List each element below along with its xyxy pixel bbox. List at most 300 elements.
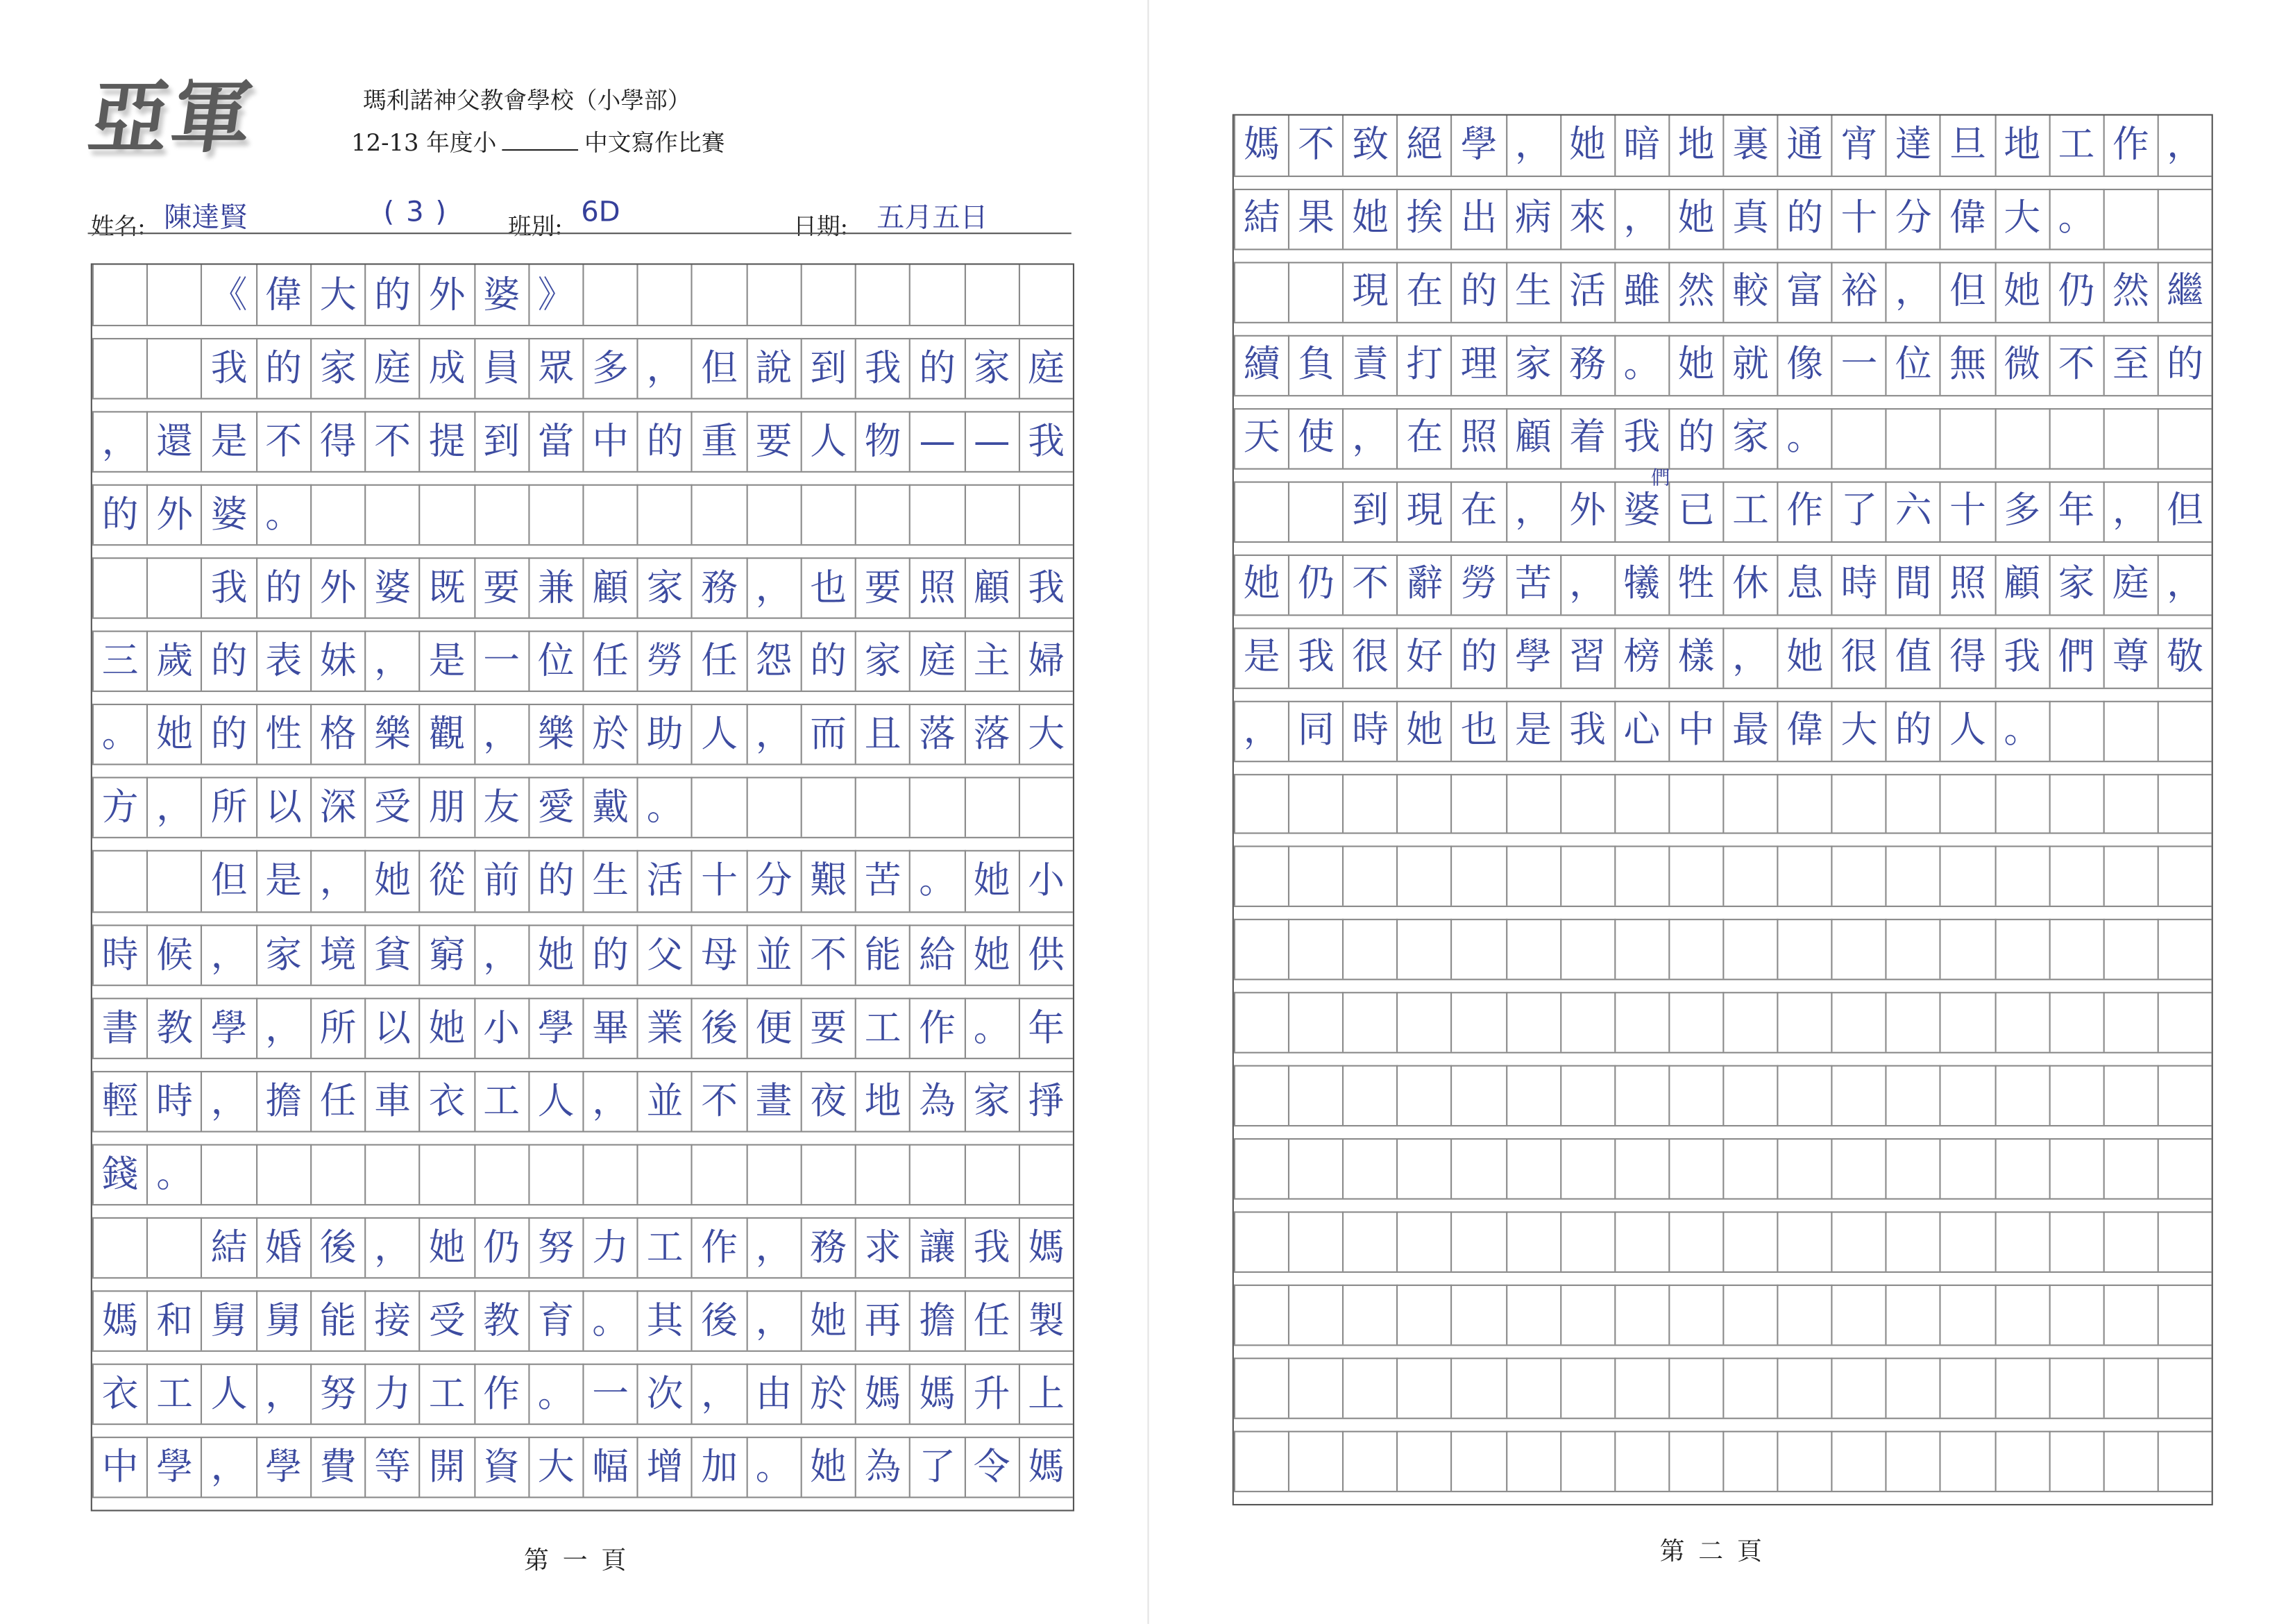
grid-cell: 任 <box>582 631 636 691</box>
grid-cell: 絕 <box>1397 116 1451 176</box>
grid-cell: 物 <box>855 412 909 472</box>
grid-cell: 學 <box>255 1437 310 1497</box>
grid-cell: 挨 <box>1397 189 1451 248</box>
grid-cell <box>2049 846 2103 906</box>
grid-cell <box>1940 1285 1994 1344</box>
grid-line <box>1234 614 2212 616</box>
grid-cell: 是 <box>201 412 255 472</box>
grid-row <box>1234 1139 2212 1212</box>
grid-cell <box>2157 1431 2211 1491</box>
grid-cell <box>2049 1285 2103 1344</box>
grid-cell: 深 <box>310 777 364 838</box>
grid-cell: 家 <box>855 631 909 691</box>
grid-row <box>92 558 1073 631</box>
grid-cell: 務 <box>691 558 745 618</box>
grid-cell <box>1505 1139 1559 1199</box>
grid-line <box>92 984 1073 986</box>
grid-cell: 開 <box>419 1437 473 1497</box>
grid-cell <box>1559 846 1614 906</box>
grid-cell: 的 <box>364 265 418 325</box>
grid-cell <box>1831 1357 1886 1417</box>
grid-cell: 偉 <box>255 265 310 325</box>
grid-cell: 旦 <box>1940 116 1994 176</box>
grid-cell: 樣 <box>1668 627 1722 687</box>
grid-cell <box>1995 1285 2049 1344</box>
grid-line <box>1234 1344 2212 1346</box>
grid-cell: ， <box>2157 116 2211 176</box>
grid-cell: 成 <box>419 338 473 398</box>
grid-cell: 。 <box>255 484 310 545</box>
grid-cell: 結 <box>1234 189 1288 248</box>
grid-cell: 無 <box>1940 335 1994 394</box>
grid-cell: 到 <box>473 412 527 472</box>
grid-cell <box>637 484 691 545</box>
grid-cell <box>1995 1212 2049 1271</box>
grid-cell: 現 <box>1342 262 1396 321</box>
grid-cell: 婆 <box>473 265 527 325</box>
grid-cell: 務 <box>1559 335 1614 394</box>
grid-cell: 但 <box>2157 481 2211 541</box>
grid-cell: 偉 <box>1777 700 1831 760</box>
grid-cell: 就 <box>1722 335 1777 394</box>
grid-cell <box>1722 1212 1777 1271</box>
grid-cell <box>1234 1431 1288 1491</box>
grid-cell <box>1451 920 1505 979</box>
grid-cell <box>2157 1212 2211 1271</box>
grid-row <box>1234 1431 2212 1504</box>
grid-cell <box>2049 408 2103 468</box>
grid-cell <box>800 1144 854 1204</box>
grid-cell: 十 <box>691 851 745 911</box>
grid-cell: 仍 <box>473 1217 527 1277</box>
grid-cell: 受 <box>419 1290 473 1351</box>
grid-cell: 從 <box>419 851 473 911</box>
grid-cell <box>473 484 527 545</box>
grid-cell: 的 <box>1451 627 1505 687</box>
grid-cell: 不 <box>800 924 854 984</box>
grid-cell <box>2049 920 2103 979</box>
grid-cell <box>1831 846 1886 906</box>
grid-cell: 作 <box>473 1363 527 1423</box>
grid-cell: 值 <box>1886 627 1940 687</box>
date-value: 五月五日 <box>876 201 988 235</box>
grid-cell <box>1995 773 2049 833</box>
grid-cell: 的 <box>909 338 963 398</box>
grid-cell <box>1288 1065 1342 1125</box>
grid-cell: 在 <box>1397 262 1451 321</box>
grid-cell <box>964 484 1018 545</box>
grid-cell: ， <box>310 851 364 911</box>
grid-row <box>1234 554 2212 627</box>
grid-cell <box>1614 773 1668 833</box>
grid-cell: 所 <box>201 777 255 838</box>
grid-cell <box>746 777 800 838</box>
grid-cell: 並 <box>637 1070 691 1131</box>
grid-cell: 的 <box>528 851 582 911</box>
grid-cell <box>1722 1285 1777 1344</box>
grid-cell <box>528 1144 582 1204</box>
grid-cell: 裏 <box>1722 116 1777 176</box>
grid-cell <box>255 1144 310 1204</box>
grid-cell <box>1505 1357 1559 1417</box>
grid-cell <box>1777 1285 1831 1344</box>
grid-cell: 妹 <box>310 631 364 691</box>
grid-line <box>1234 1491 2212 1492</box>
grid-cell <box>1451 1212 1505 1271</box>
grid-cell <box>1397 1285 1451 1344</box>
grid-cell: 受 <box>364 777 418 838</box>
grid-cell <box>1397 773 1451 833</box>
grid-cell <box>691 1144 745 1204</box>
grid-cell: 到 <box>800 338 854 398</box>
grid-cell <box>637 1144 691 1204</box>
grid-cell: 以 <box>255 777 310 838</box>
grid-cell: ， <box>746 558 800 618</box>
grid-cell: 微 <box>1995 335 2049 394</box>
grid-cell: 升 <box>964 1363 1018 1423</box>
grid-line <box>1234 687 2212 688</box>
grid-cell <box>310 484 364 545</box>
grid-cell: ， <box>1505 116 1559 176</box>
grid-cell: 輕 <box>92 1070 146 1131</box>
grid-cell <box>1940 408 1994 468</box>
grid-cell <box>746 1144 800 1204</box>
grid-cell: 《 <box>201 265 255 325</box>
grid-cell: 家 <box>964 338 1018 398</box>
grid-line <box>92 618 1073 619</box>
grid-cell: 活 <box>637 851 691 911</box>
grid-cell: 教 <box>473 1290 527 1351</box>
grid-cell: 外 <box>1559 481 1614 541</box>
header-rule <box>88 232 1072 234</box>
grid-cell <box>1995 1431 2049 1491</box>
grid-cell <box>1777 1212 1831 1271</box>
grid-cell <box>1886 846 1940 906</box>
grid-cell: 。 <box>964 997 1018 1058</box>
grid-cell: 的 <box>800 631 854 691</box>
grid-cell: 上 <box>1018 1363 1072 1423</box>
grid-cell: 像 <box>1777 335 1831 394</box>
grid-cell: 候 <box>146 924 201 984</box>
grid-cell: ， <box>2103 481 2157 541</box>
grid-cell: 她 <box>528 924 582 984</box>
grid-row <box>92 484 1073 557</box>
grid-cell: 學 <box>201 997 255 1058</box>
grid-line <box>92 911 1073 912</box>
grid-cell: 一 <box>473 631 527 691</box>
grid-cell <box>1614 1065 1668 1125</box>
grid-cell <box>1668 846 1722 906</box>
grid-cell: 時 <box>1831 554 1886 614</box>
grid-cell: 地 <box>855 1070 909 1131</box>
grid-cell <box>1722 1431 1777 1491</box>
grid-cell <box>1886 1357 1940 1417</box>
grid-cell <box>1831 920 1886 979</box>
grid-cell <box>419 1144 473 1204</box>
grid-cell <box>582 484 636 545</box>
grid-row <box>92 997 1073 1070</box>
grid-cell <box>1397 1357 1451 1417</box>
grid-cell: ， <box>92 412 146 472</box>
grid-cell <box>1668 1285 1722 1344</box>
grid-cell <box>746 265 800 325</box>
grid-cell: 出 <box>1451 189 1505 248</box>
grid-cell: 分 <box>746 851 800 911</box>
grid-cell: 我 <box>1995 627 2049 687</box>
grid-cell: ， <box>1722 627 1777 687</box>
page2-number: 第 二 頁 <box>1659 1537 1765 1567</box>
grid-line <box>92 1496 1073 1498</box>
grid-cell: 我 <box>1018 412 1072 472</box>
grid-cell: 。 <box>582 1290 636 1351</box>
grid-cell: 顧 <box>1505 408 1559 468</box>
grid-cell <box>1234 1285 1288 1344</box>
grid-cell <box>2103 1065 2157 1125</box>
grid-cell: 樂 <box>364 704 418 765</box>
grid-cell: 她 <box>1342 189 1396 248</box>
grid-cell <box>1668 920 1722 979</box>
grid-cell <box>1831 1431 1886 1491</box>
grid-row <box>1234 1212 2212 1285</box>
grid-line <box>1234 1199 2212 1200</box>
grid-cell: 一 <box>582 1363 636 1423</box>
grid-cell: 。 <box>746 1437 800 1497</box>
grid-cell: ， <box>473 704 527 765</box>
grid-cell <box>1995 1357 2049 1417</box>
grid-cell: 不 <box>1342 554 1396 614</box>
grid-cell: 學 <box>528 997 582 1058</box>
grid-cell: 我 <box>1018 558 1072 618</box>
grid-cell <box>1234 992 1288 1052</box>
grid-cell <box>1342 1139 1396 1199</box>
grid-cell <box>1995 408 2049 468</box>
grid-cell <box>1722 920 1777 979</box>
grid-cell: 通 <box>1777 116 1831 176</box>
grid-cell <box>964 1144 1018 1204</box>
grid-cell <box>1940 1431 1994 1491</box>
grid-line <box>1234 395 2212 396</box>
grid-cell <box>1777 773 1831 833</box>
grid-cell: 便 <box>746 997 800 1058</box>
grid-cell: 不 <box>691 1070 745 1131</box>
grid-cell: 力 <box>364 1363 418 1423</box>
grid-cell <box>1505 1212 1559 1271</box>
grid-cell <box>2157 700 2211 760</box>
grid-cell: 她 <box>419 997 473 1058</box>
grid-cell <box>1288 773 1342 833</box>
grid-cell: 婆 <box>201 484 255 545</box>
grid-row <box>92 851 1073 924</box>
grid-cell <box>1234 1139 1288 1199</box>
grid-cell: 她 <box>964 851 1018 911</box>
grid-cell: 現 <box>1397 481 1451 541</box>
grid-cell: 家 <box>964 1070 1018 1131</box>
grid-cell: 幅 <box>582 1437 636 1497</box>
grid-cell: 。 <box>1777 408 1831 468</box>
grid-cell <box>1668 1065 1722 1125</box>
grid-cell: 後 <box>691 1290 745 1351</box>
grid-cell: 任 <box>310 1070 364 1131</box>
grid-cell <box>1831 1065 1886 1125</box>
grid-line <box>92 1350 1073 1351</box>
grid-row <box>92 704 1073 777</box>
grid-cell: 所 <box>310 997 364 1058</box>
grid-cell: 貧 <box>364 924 418 984</box>
grid-cell: 照 <box>909 558 963 618</box>
grid-cell: 富 <box>1777 262 1831 321</box>
grid-cell <box>582 1144 636 1204</box>
grid-cell: — <box>909 412 963 472</box>
grid-cell: 由 <box>746 1363 800 1423</box>
grid-cell: 她 <box>364 851 418 911</box>
class-number: (3) <box>383 196 458 228</box>
grid-cell <box>2103 700 2157 760</box>
grid-cell <box>1397 1431 1451 1491</box>
grid-cell <box>1559 1357 1614 1417</box>
grid-line <box>92 691 1073 693</box>
grid-row <box>1234 481 2212 554</box>
grid-cell: 是 <box>1234 627 1288 687</box>
grid-cell: 在 <box>1397 408 1451 468</box>
grid-cell <box>419 484 473 545</box>
grid-cell <box>92 1217 146 1277</box>
grid-cell <box>92 851 146 911</box>
grid-cell <box>800 484 854 545</box>
grid-cell: 着 <box>1559 408 1614 468</box>
grid-cell: ， <box>1614 189 1668 248</box>
grid-cell <box>746 484 800 545</box>
grid-cell: 的 <box>582 924 636 984</box>
grid-cell <box>1614 920 1668 979</box>
grid-line <box>92 1277 1073 1278</box>
grid-cell <box>964 777 1018 838</box>
grid-cell: 最 <box>1722 700 1777 760</box>
grid-cell: 的 <box>255 558 310 618</box>
grid-cell <box>2103 408 2157 468</box>
grid-cell: 十 <box>1831 189 1886 248</box>
grid-cell: 婦 <box>1018 631 1072 691</box>
grid-cell: 六 <box>1886 481 1940 541</box>
grid-cell: 人 <box>800 412 854 472</box>
grid-cell: 她 <box>1234 554 1288 614</box>
grid-cell <box>1614 992 1668 1052</box>
grid-cell: 錢 <box>92 1144 146 1204</box>
grid-cell: 不 <box>255 412 310 472</box>
grid-cell: ， <box>201 924 255 984</box>
grid-cell: ， <box>1559 554 1614 614</box>
grid-cell: 要 <box>746 412 800 472</box>
grid-cell: 息 <box>1777 554 1831 614</box>
grid-cell: 大 <box>1831 700 1886 760</box>
grid-cell <box>1886 1431 1940 1491</box>
grid-cell: 庭 <box>1018 338 1072 398</box>
grid-cell: 窮 <box>419 924 473 984</box>
grid-cell <box>2103 189 2157 248</box>
grid-cell <box>1018 1144 1072 1204</box>
grid-cell: ， <box>364 631 418 691</box>
grid-cell: 休 <box>1722 554 1777 614</box>
grid-cell <box>1505 920 1559 979</box>
grid-line <box>1234 1271 2212 1273</box>
grid-cell: 媽 <box>92 1290 146 1351</box>
grid-cell: ， <box>746 1217 800 1277</box>
grid-cell: 作 <box>691 1217 745 1277</box>
grid-cell: 。 <box>637 777 691 838</box>
grid-cell: 學 <box>1505 627 1559 687</box>
grid-cell: 好 <box>1397 627 1451 687</box>
grid-cell: 婆 <box>364 558 418 618</box>
grid-cell: 製 <box>1018 1290 1072 1351</box>
grid-cell: 怨 <box>746 631 800 691</box>
grid-cell: 多 <box>582 338 636 398</box>
grid-cell: 很 <box>1342 627 1396 687</box>
award-stamp: 亞軍 <box>83 70 261 164</box>
grid-line <box>1234 1418 2212 1419</box>
grid-row <box>92 1290 1073 1363</box>
grid-cell: 但 <box>1940 262 1994 321</box>
grid-row <box>92 265 1073 338</box>
grid-cell: 大 <box>528 1437 582 1497</box>
grid-cell: 婚 <box>255 1217 310 1277</box>
grid-cell: 後 <box>691 997 745 1058</box>
grid-cell <box>1342 920 1396 979</box>
grid-cell: 說 <box>746 338 800 398</box>
grid-cell: 果 <box>1288 189 1342 248</box>
grid-cell <box>1886 408 1940 468</box>
grid-cell: 暗 <box>1614 116 1668 176</box>
grid-cell: 中 <box>582 412 636 472</box>
grid-cell: 求 <box>855 1217 909 1277</box>
grid-cell <box>1614 1139 1668 1199</box>
grid-cell <box>1831 773 1886 833</box>
grid-cell <box>1234 846 1288 906</box>
grid-line <box>1234 248 2212 250</box>
grid-cell: 得 <box>1940 627 1994 687</box>
grid-cell <box>1777 846 1831 906</box>
grid-cell <box>1342 773 1396 833</box>
grid-cell <box>1451 1139 1505 1199</box>
grid-cell: 的 <box>255 338 310 398</box>
grid-cell: 友 <box>473 777 527 838</box>
grid-cell: 然 <box>1668 262 1722 321</box>
grid-cell <box>2049 1139 2103 1199</box>
grid-cell: ， <box>1234 700 1288 760</box>
grid-cell: 接 <box>364 1290 418 1351</box>
grid-cell: 年 <box>1018 997 1072 1058</box>
grid-cell <box>2049 1212 2103 1271</box>
grid-cell: ， <box>1505 481 1559 541</box>
grid-cell <box>1288 1139 1342 1199</box>
class-label: 班別: <box>507 212 563 240</box>
grid-cell: 。 <box>92 704 146 765</box>
grid-cell <box>1886 1285 1940 1344</box>
grid-cell: 並 <box>746 924 800 984</box>
grid-cell <box>146 558 201 618</box>
grid-cell: 天 <box>1234 408 1288 468</box>
grid-cell: 尊 <box>2103 627 2157 687</box>
grid-cell <box>1559 1431 1614 1491</box>
grid-cell <box>1886 1065 1940 1125</box>
grid-line <box>1234 833 2212 834</box>
grid-cell: 其 <box>637 1290 691 1351</box>
grid-cell: 而 <box>800 704 854 765</box>
grid-cell: 負 <box>1288 335 1342 394</box>
grid-cell: 》 <box>528 265 582 325</box>
grid-cell: 她 <box>1397 700 1451 760</box>
grid-cell <box>1288 846 1342 906</box>
grid-cell <box>1397 920 1451 979</box>
grid-cell: 照 <box>1451 408 1505 468</box>
